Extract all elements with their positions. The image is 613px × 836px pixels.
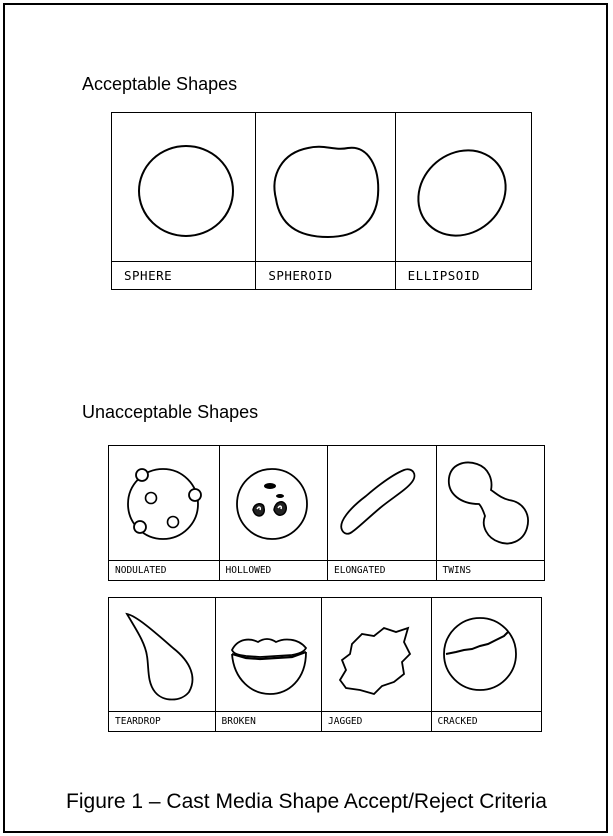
shape-label-elongated: ELONGATED	[328, 560, 436, 580]
shape-cell-twins	[437, 446, 545, 580]
shape-label-nodulated: NODULATED	[109, 560, 219, 580]
unacceptable-shapes-row-1	[108, 445, 545, 581]
shape-label-sphere: SPHERE	[112, 261, 255, 289]
shape-label-ellipsoid: ELLIPSOID	[396, 261, 531, 289]
acceptable-shapes-title: Acceptable Shapes	[82, 74, 238, 94]
spheroid-icon	[256, 113, 396, 263]
shape-cell-hollowed	[220, 446, 329, 580]
shape-cell-elongated	[328, 446, 437, 580]
shape-label-spheroid: SPHEROID	[256, 261, 394, 289]
shape-label-twins: TWINS	[437, 560, 545, 580]
shape-label-hollowed: HOLLOWED	[220, 560, 328, 580]
shape-cell-sphere	[112, 113, 256, 289]
shape-cell-spheroid	[256, 113, 395, 289]
shape-cell-ellipsoid	[396, 113, 531, 289]
shape-cell-jagged	[322, 598, 432, 731]
teardrop-icon	[109, 598, 216, 713]
jagged-icon	[322, 598, 432, 713]
hollowed-icon	[220, 446, 329, 562]
unacceptable-shapes-title: Unacceptable Shapes	[82, 402, 259, 422]
acceptable-shapes-grid	[111, 112, 532, 290]
twins-icon	[437, 446, 545, 562]
shape-cell-cracked	[432, 598, 541, 731]
sphere-icon	[112, 113, 257, 263]
shape-label-teardrop: TEARDROP	[109, 711, 215, 731]
cracked-icon	[432, 598, 542, 713]
shape-label-cracked: CRACKED	[432, 711, 541, 731]
shape-cell-teardrop	[109, 598, 216, 731]
shape-cell-broken	[216, 598, 323, 731]
shape-label-broken: BROKEN	[216, 711, 322, 731]
broken-icon	[216, 598, 323, 713]
unacceptable-shapes-row-2	[108, 597, 542, 732]
shape-cell-nodulated	[109, 446, 220, 580]
shape-label-jagged: JAGGED	[322, 711, 431, 731]
nodulated-icon	[109, 446, 220, 562]
figure-caption: Figure 1 – Cast Media Shape Accept/Reject Criteria	[66, 790, 547, 813]
ellipsoid-icon	[396, 113, 532, 263]
elongated-icon	[328, 446, 437, 562]
